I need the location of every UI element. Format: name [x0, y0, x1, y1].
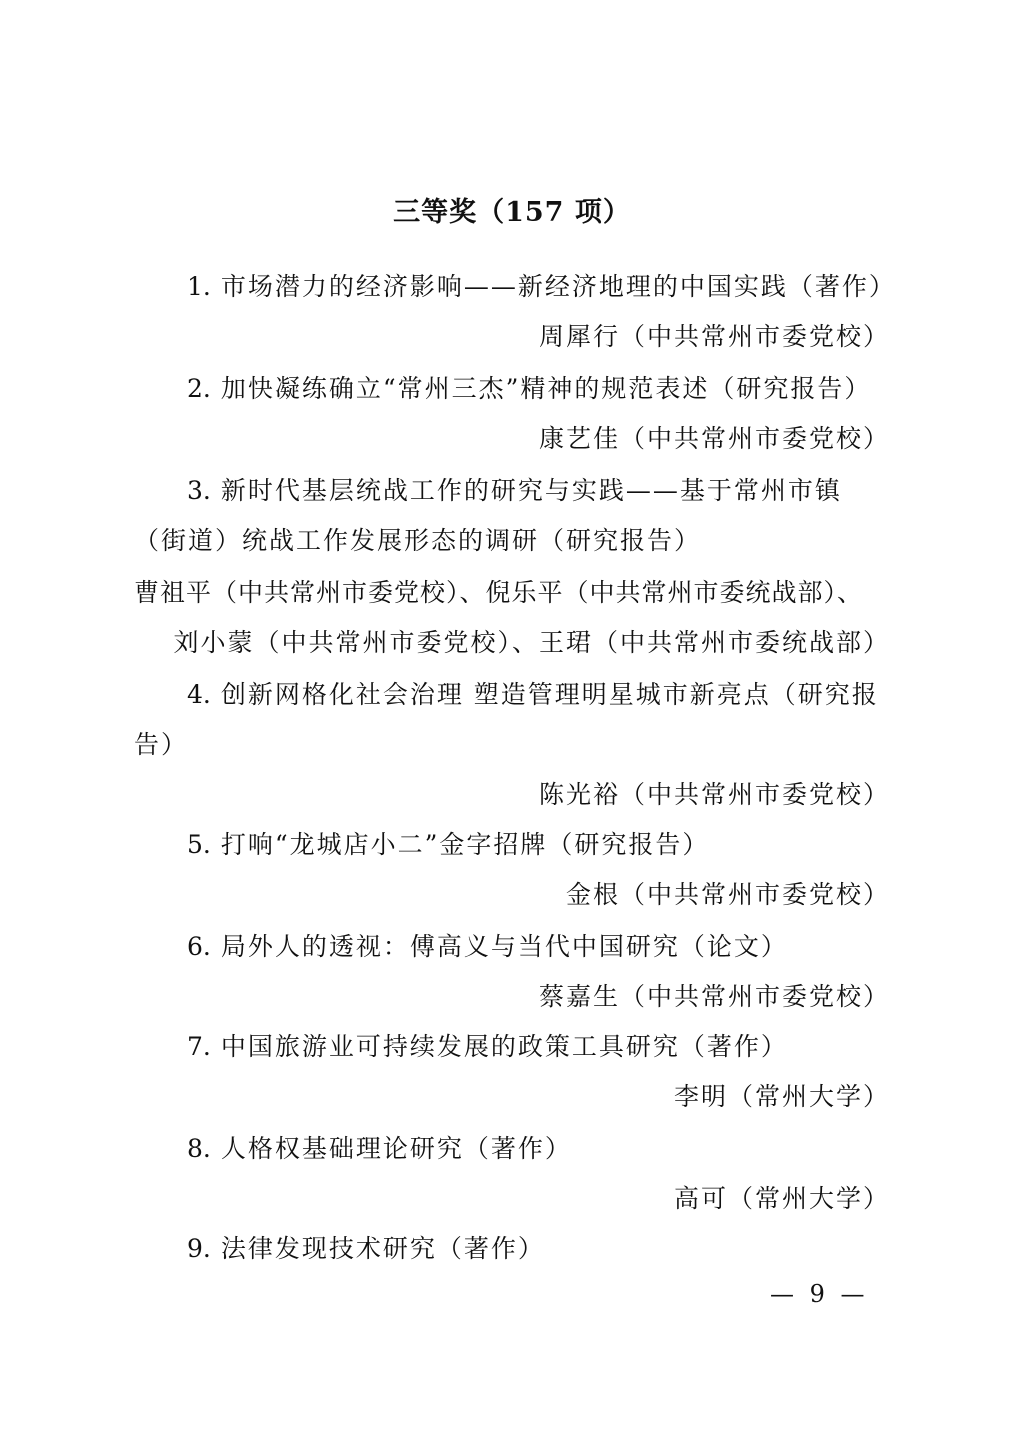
- list-item-title: [187, 270, 896, 304]
- item-author: 金根（中共常州市委党校）: [565, 880, 890, 909]
- item-number: 1.: [187, 272, 211, 301]
- item-author: 陈光裕（中共常州市委党校）: [538, 780, 890, 809]
- list-item-title: [187, 678, 879, 712]
- list-item-title: [187, 1132, 572, 1166]
- item-title-text: 打响“龙城店小二”金字招牌（研究报告）: [220, 830, 710, 859]
- item-number: 5.: [187, 830, 211, 859]
- item-number: 7.: [187, 1032, 211, 1061]
- item-title-text: 加快凝练确立“常州三杰”精神的规范表述（研究报告）: [220, 374, 872, 403]
- item-title-continuation: （街道）统战工作发展形态的调研（研究报告）: [134, 526, 702, 555]
- list-item-title: [187, 372, 871, 406]
- section-heading: 三等奖（157 项）: [393, 197, 631, 228]
- item-title-text: 局外人的透视：傅高义与当代中国研究（论文）: [220, 932, 788, 961]
- list-item-title: [187, 1030, 788, 1064]
- item-number: 6.: [187, 932, 211, 961]
- item-title-text: 人格权基础理论研究（著作）: [220, 1134, 572, 1163]
- item-title-text: 市场潜力的经济影响——新经济地理的中国实践（著作）: [220, 272, 896, 301]
- item-number: 3.: [187, 476, 211, 505]
- item-title-text: 中国旅游业可持续发展的政策工具研究（著作）: [220, 1032, 788, 1061]
- item-author: 康艺佳（中共常州市委党校）: [538, 424, 890, 453]
- list-item-title: [187, 474, 842, 508]
- item-number: 4.: [187, 680, 211, 709]
- list-item-title: [187, 1232, 545, 1266]
- item-author-continuation: 刘小蒙（中共常州市委党校）、王珺（中共常州市委统战部）: [173, 628, 890, 657]
- item-author: 高可（常州大学）: [673, 1184, 890, 1213]
- item-title-text: 法律发现技术研究（著作）: [220, 1234, 545, 1263]
- item-number: 9.: [187, 1234, 211, 1263]
- item-title-continuation: 告）: [134, 730, 189, 759]
- item-author: 周犀行（中共常州市委党校）: [538, 322, 890, 351]
- item-author: 曹祖平（中共常州市委党校）、倪乐平（中共常州市委统战部）、: [134, 578, 864, 607]
- item-number: 8.: [187, 1134, 211, 1163]
- page-number: — 9 —: [770, 1280, 869, 1308]
- list-item-title: [187, 930, 788, 964]
- item-title-text: 新时代基层统战工作的研究与实践——基于常州市镇: [220, 476, 842, 505]
- item-author: 蔡嘉生（中共常州市委党校）: [538, 982, 890, 1011]
- item-number: 2.: [187, 374, 211, 403]
- item-author: 李明（常州大学）: [673, 1082, 890, 1111]
- item-title-text: 创新网格化社会治理 塑造管理明星城市新亮点（研究报: [220, 680, 879, 709]
- list-item-title: [187, 828, 709, 862]
